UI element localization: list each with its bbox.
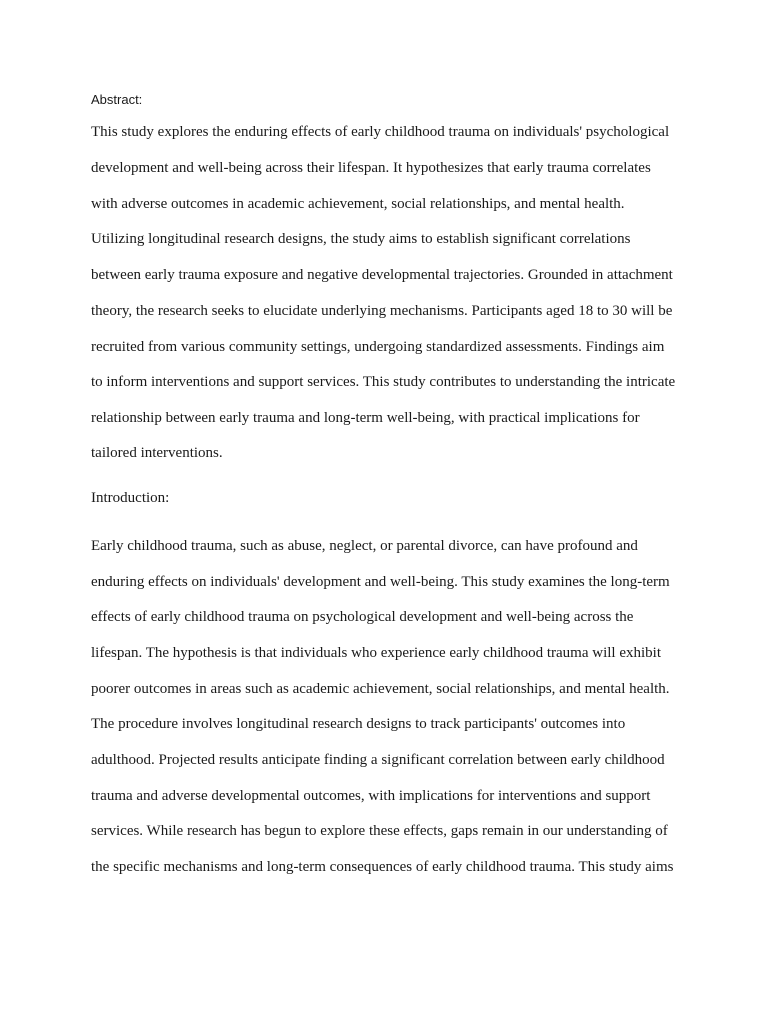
- abstract-line: to inform interventions and support services. This study contributes to understanding the intricate: [91, 374, 676, 390]
- abstract-line: with adverse outcomes in academic achievement, social relationships, and mental health.: [91, 196, 625, 212]
- introduction-line: The procedure involves longitudinal research designs to track participants' outcomes into: [91, 716, 626, 732]
- introduction-line: the specific mechanisms and long-term consequences of early childhood trauma. This study aims: [91, 859, 674, 875]
- introduction-line: enduring effects on individuals' development and well-being. This study examines the long-term: [91, 574, 670, 590]
- introduction-line: services. While research has begun to explore these effects, gaps remain in our understanding of: [91, 823, 668, 839]
- introduction-line: Early childhood trauma, such as abuse, neglect, or parental divorce, can have profound and: [91, 538, 638, 554]
- abstract-heading: Abstract:: [91, 92, 143, 107]
- introduction-heading: Introduction:: [91, 490, 170, 506]
- introduction-line: lifespan. The hypothesis is that individuals who experience early childhood trauma will exhibit: [91, 645, 662, 661]
- introduction-line: trauma and adverse developmental outcomes, with implications for interventions and support: [91, 788, 651, 804]
- abstract-line: recruited from various community settings, undergoing standardized assessments. Findings aim: [91, 339, 665, 355]
- abstract-line: theory, the research seeks to elucidate underlying mechanisms. Participants aged 18 to 30 will be: [91, 303, 673, 319]
- abstract-line: development and well-being across their lifespan. It hypothesizes that early trauma correlates: [91, 160, 651, 176]
- introduction-line: adulthood. Projected results anticipate finding a significant correlation between early childhood: [91, 752, 665, 768]
- abstract-line: tailored interventions.: [91, 445, 223, 461]
- abstract-line: between early trauma exposure and negative developmental trajectories. Grounded in attachment: [91, 267, 673, 283]
- abstract-line: Utilizing longitudinal research designs, the study aims to establish significant correlations: [91, 231, 631, 247]
- introduction-line: poorer outcomes in areas such as academic achievement, social relationships, and mental health.: [91, 681, 670, 697]
- introduction-line: effects of early childhood trauma on psychological development and well-being across the: [91, 609, 634, 625]
- abstract-line: relationship between early trauma and long-term well-being, with practical implications for: [91, 410, 640, 426]
- abstract-line: This study explores the enduring effects of early childhood trauma on individuals' psychological: [91, 124, 670, 140]
